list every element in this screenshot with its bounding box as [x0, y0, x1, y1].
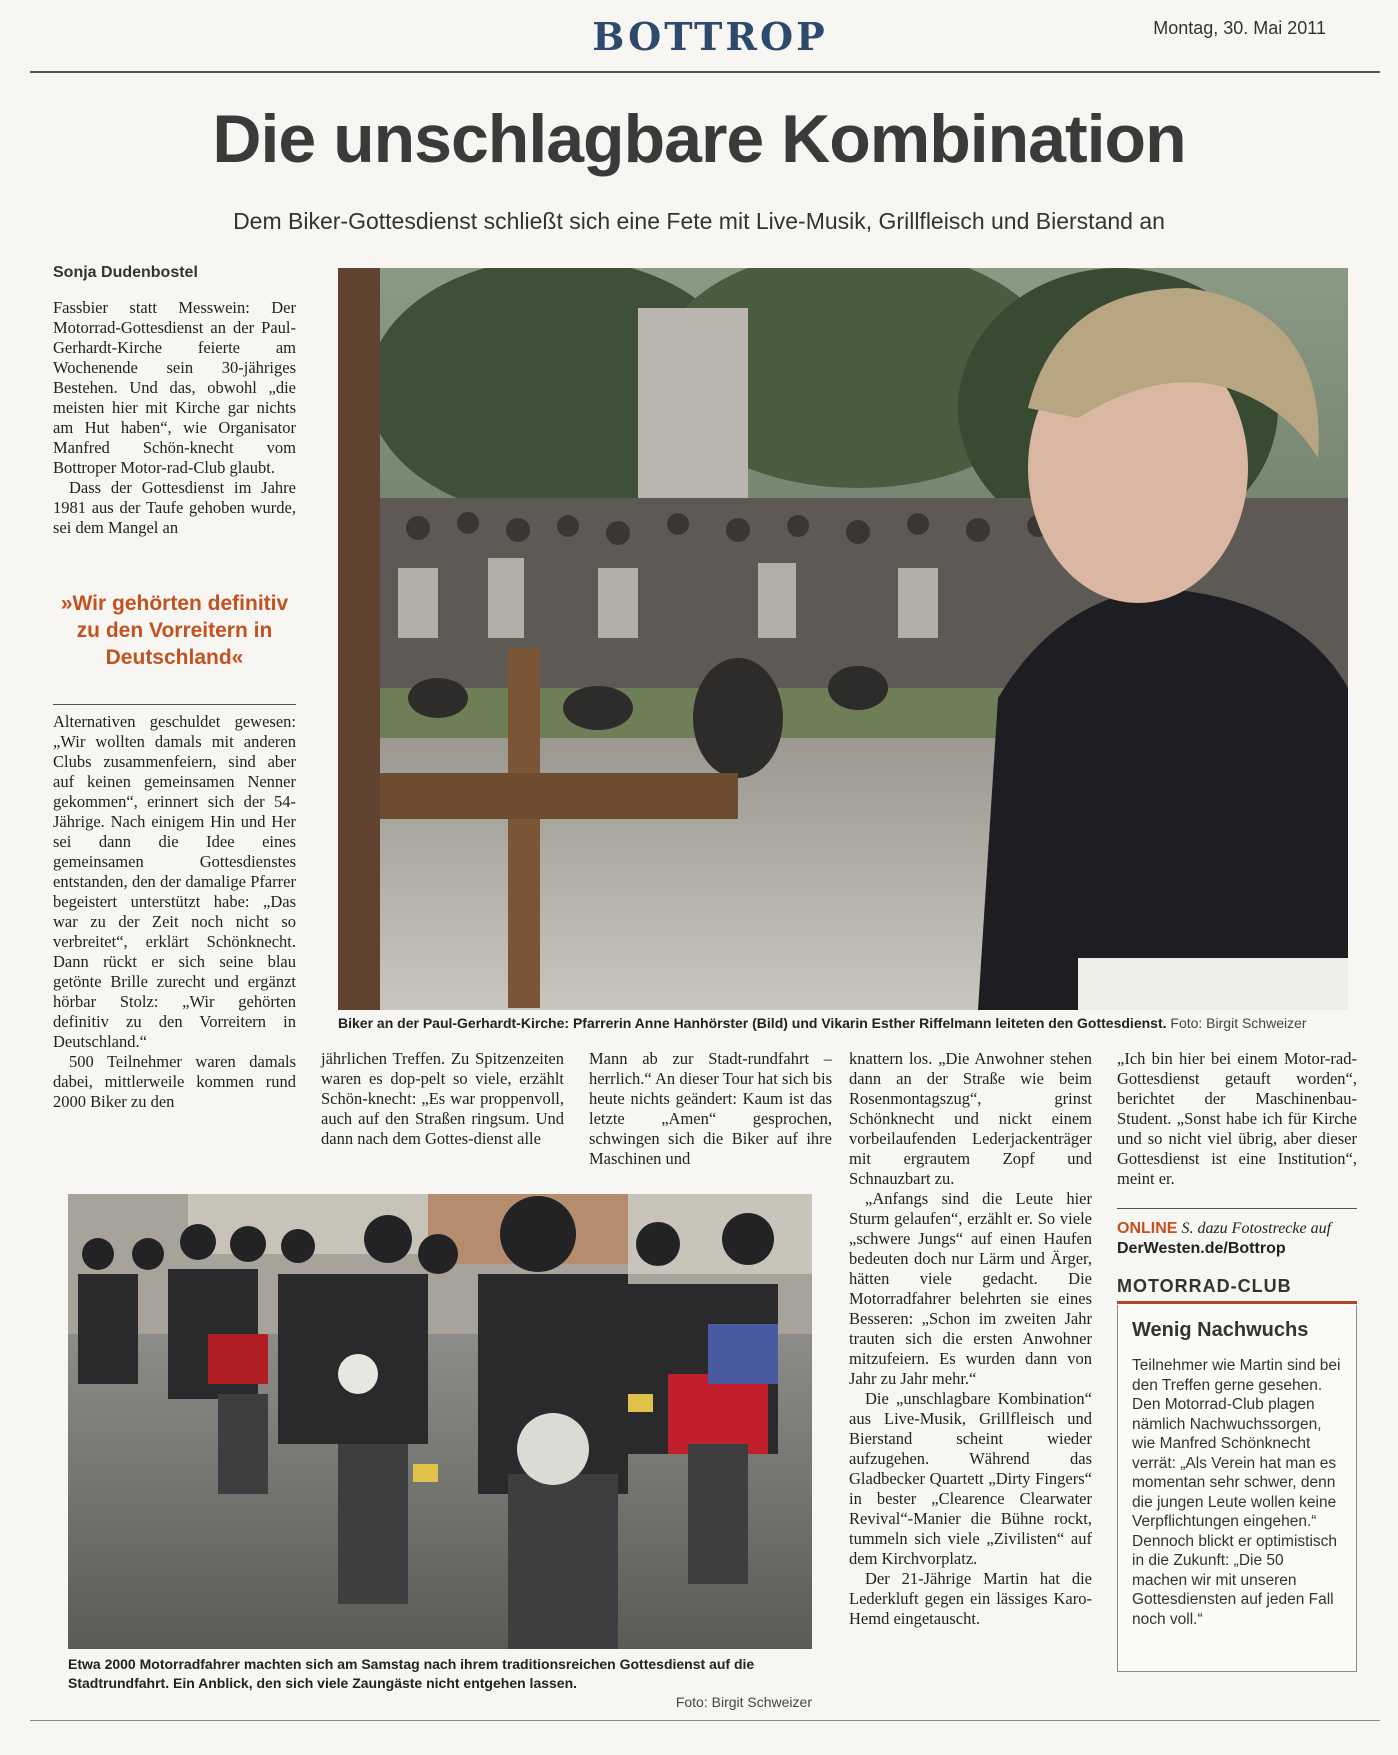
- photo-motorcycle-parade-image: [68, 1194, 812, 1649]
- photo-credit: Foto: Birgit Schweizer: [675, 1694, 812, 1710]
- paragraph: „Anfangs sind die Leute hier Sturm gelaufen“, erzählt er. So viele „schwere Jungs“ auf einen Haufen bedeuten doch nur Lärm und Ärger, hätten viele gedacht. Die Motorradfahrer belehrten sie eines Besseren: „Schon im zweiten Jahr trauten sich die ersten Anwohner mitzufeiern. Es wurden dann von Jahr zu Jahr mehr.“: [849, 1189, 1092, 1388]
- paragraph: Der 21-Jährige Martin hat die Lederkluft gegen ein lässiges Karo-Hemd eingetauscht.: [849, 1569, 1092, 1628]
- infobox-title: Wenig Nachwuchs: [1132, 1319, 1309, 1341]
- paragraph: Fassbier statt Messwein: Der Motorrad-Gottesdienst an der Paul-Gerhardt-Kirche feierte am Wochenende sein 30-jähriges Bestehen. Und das, obwohl „die meisten hier mit Kirche gar nichts am Hut haben“, wie Organisator Manfred Schön-knecht vom Bottroper Motor-rad-Club glaubt.: [53, 298, 296, 477]
- photo-church-service: [338, 268, 1348, 1010]
- article-column-1-bottom: [53, 712, 296, 1112]
- paragraph: Alternativen geschuldet gewesen: „Wir wollten damals mit anderen Clubs zusammenfeiern, sind aber auf keinen gemeinsamen Nenner gekommen“, erinnert sich der 54-Jährige. Nach einigem Hin und Her sei dann die Idee eines gemeinsamen Gottesdienstes entstanden, den der damalige Pfarrer begeistert unterstützt habe: „Das war zu der Zeit noch nicht so verbreitet“, erklärt Schönknecht. Dann rückt er sich seine blau getönte Brille zurecht und ergänzt hörbar Stolz: „Wir gehörten definitiv zu den Vorreitern in Deutschland.“: [53, 712, 296, 1051]
- online-keyword: ONLINE: [1117, 1220, 1178, 1237]
- infobox: [1117, 1305, 1357, 1672]
- photo-caption-2: [68, 1655, 812, 1712]
- paragraph: knattern los. „Die Anwohner stehen dann an der Straße wie beim Rosenmontagszug“, grinst Schönknecht und nickt einem vorbeilaufenden Lederjackenträger mit ergrautem Zopf und Schnauzbart zu.: [849, 1049, 1092, 1188]
- bottom-divider: [30, 1720, 1380, 1721]
- caption-text: Etwa 2000 Motorradfahrer machten sich am Samstag nach ihrem traditionsreichen Gottesdienst auf die Stadtrundfahrt. Ein Anblick, den sich viele Zaungäste nicht entgehen lassen.: [68, 1656, 755, 1691]
- article-column-1-top: [53, 298, 296, 538]
- caption-text: Biker an der Paul-Gerhardt-Kirche: Pfarrerin Anne Hanhörster (Bild) und Vikarin Esther Riffelmann leiteten den Gottesdienst.: [338, 1015, 1167, 1031]
- online-text: S. dazu Fotostrecke auf: [1181, 1220, 1332, 1237]
- photo-motorcycle-parade: [68, 1194, 812, 1649]
- paragraph: Mann ab zur Stadt-rundfahrt – herrlich.“ An dieser Tour hat sich bis heute nichts geändert: Kaum ist das letzte „Amen“ gesprochen, schwingen sich die Biker auf ihre Maschinen und: [589, 1049, 832, 1168]
- infobox-kicker: MOTORRAD-CLUB: [1117, 1276, 1292, 1296]
- article-column-2: [321, 1049, 564, 1149]
- paragraph: 500 Teilnehmer waren damals dabei, mittlerweile kommen rund 2000 Biker zu den: [53, 1052, 296, 1111]
- article-column-5: [1117, 1049, 1357, 1189]
- photo-church-service-image: [338, 268, 1348, 1010]
- paragraph: „Ich bin hier bei einem Motor-rad-Gottesdienst getauft worden“, berichtet der Maschinenbau-Student. „Sonst habe ich für Kirche und so nicht viel übrig, aber dieser Gottesdienst ist eine Institution“, meint er.: [1117, 1049, 1357, 1188]
- pull-quote-divider: [53, 704, 296, 705]
- photo-credit: Foto: Birgit Schweizer: [1170, 1015, 1307, 1031]
- author-byline: Sonja Dudenbostel: [53, 264, 198, 281]
- paragraph: jährlichen Treffen. Zu Spitzenzeiten waren es dop-pelt so viele, erzählt Schön-knecht: „Es war proppenvoll, auch auf den Straßen ringsum. Und dann nach dem Gottes-dienst alle: [321, 1049, 564, 1148]
- article-column-4: [849, 1049, 1092, 1629]
- infobox-text: Teilnehmer wie Martin sind bei den Treffen gerne gesehen. Den Motorrad-Club plagen nämlich Nachwuchssorgen, wie Manfred Schönknecht verrät: „Als Verein hat man es momentan sehr schwer, denn die jungen Leute wollen keine Verpflichtungen eingehen.“ Dennoch blickt er optimistisch in die Zukunft: „Die 50 machen wir mit unseren Gottesdiensten auf jeden Fall noch voll.“: [1132, 1357, 1341, 1628]
- online-link[interactable]: DerWesten.de/Bottrop: [1117, 1240, 1286, 1257]
- paragraph: Dass der Gottesdienst im Jahre 1981 aus der Taufe gehoben wurde, sei dem Mangel an: [53, 478, 296, 537]
- header-divider: [30, 71, 1380, 73]
- pull-quote: »Wir gehörten definitiv zu den Vorreitern in Deutschland«: [60, 592, 289, 669]
- online-divider: [1117, 1208, 1357, 1209]
- photo-caption-1: [338, 1015, 1348, 1031]
- section-title: BOTTROP: [592, 14, 828, 59]
- online-note: [1117, 1219, 1357, 1259]
- paragraph: Die „unschlagbare Kombination“ aus Live-Musik, Grillfleisch und Bierstand scheint wieder aufzugehen. Während das Gladbecker Quartett „Dirty Fingers“ in bester „Clearence Clearwater Revival“-Manier die Bühne rockt, tummeln sich viele „Zivilisten“ auf dem Kirchvorplatz.: [849, 1389, 1092, 1568]
- subheadline: Dem Biker-Gottesdienst schließt sich eine Fete mit Live-Musik, Grillfleisch und Bierstand an: [233, 208, 1165, 234]
- article-column-3: [589, 1049, 832, 1169]
- infobox-rule: [1117, 1301, 1357, 1304]
- headline: Die unschlagbare Kombination: [212, 101, 1186, 177]
- issue-date: Montag, 30. Mai 2011: [1153, 18, 1326, 38]
